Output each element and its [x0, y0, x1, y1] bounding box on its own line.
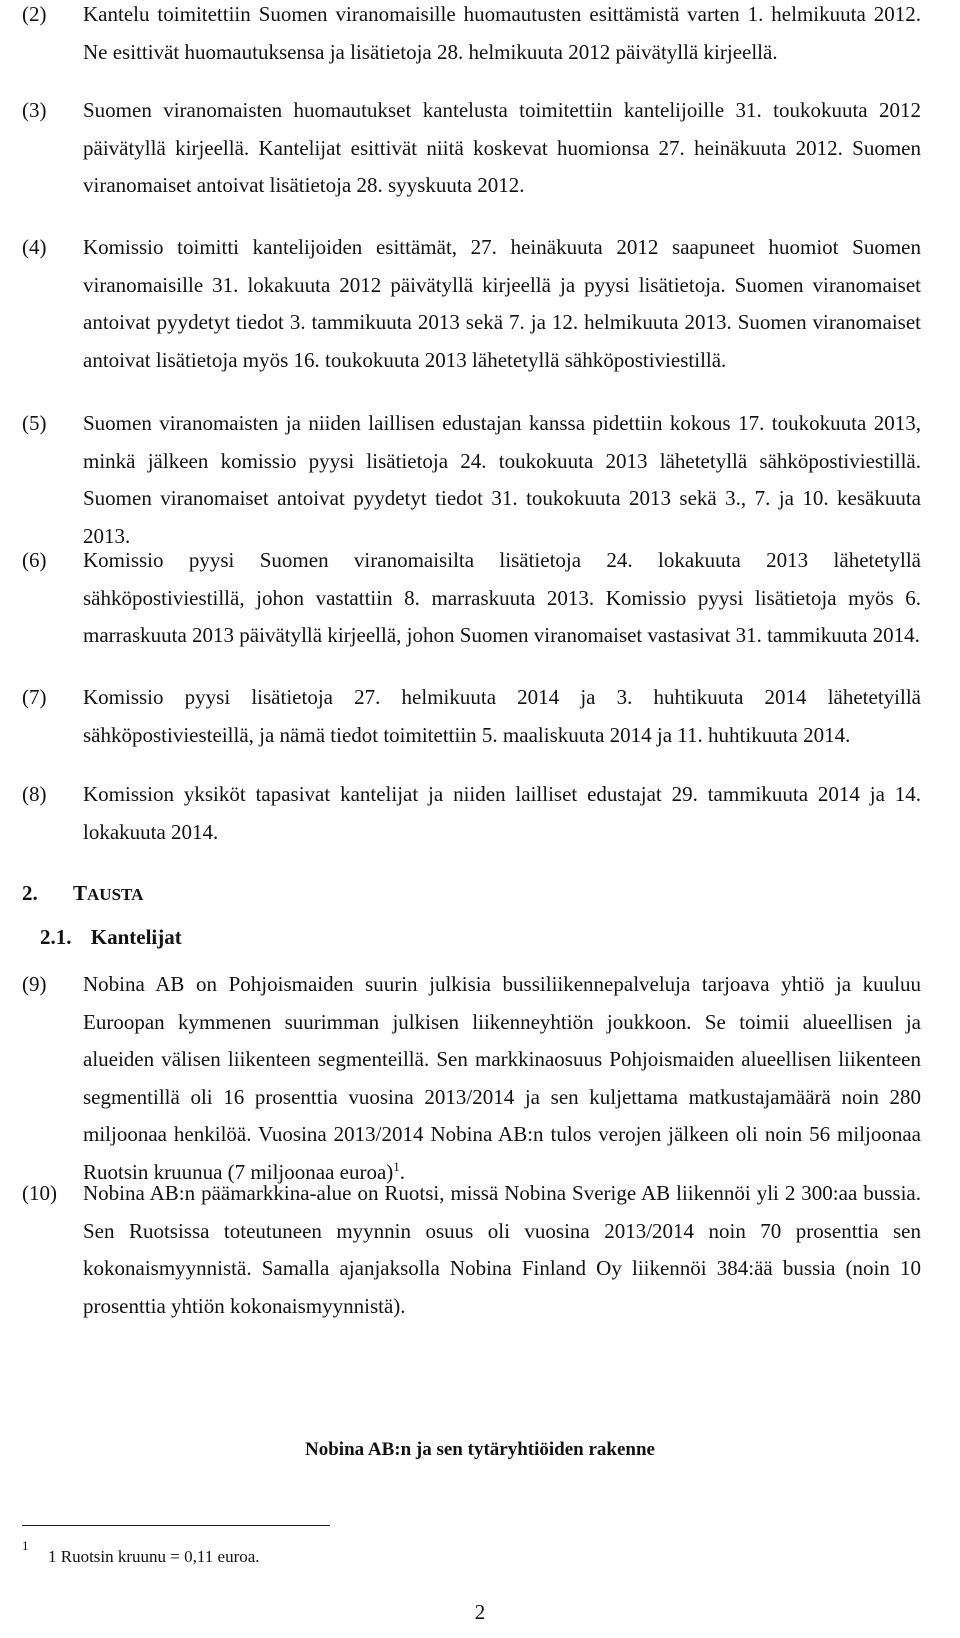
paragraph-number: (8): [22, 782, 47, 806]
paragraph-number: (10): [22, 1181, 57, 1205]
footnote-text: 1 Ruotsin kruunu = 0,11 euroa.: [48, 1547, 260, 1566]
section-heading: [22, 878, 143, 910]
paragraph-number: (5): [22, 411, 47, 435]
paragraph-text: Nobina AB:n päämarkkina-alue on Ruotsi, missä Nobina Sverige AB liikennöi yli 2 300:aa bussia. Sen Ruotsissa toteutuneen myynnin osuus oli vuosina 2013/2014 noin 70 prosenttia sen kokonaismyynnistä. Samalla ajanjaksolla Nobina Finland Oy liikennöi 384:ää bussia (noin 10 prosenttia yhtiön kokonaismyynnistä).: [83, 1181, 921, 1318]
paragraph-number: (6): [22, 548, 47, 572]
paragraph-number: (2): [22, 2, 47, 26]
figure-caption: Nobina AB:n ja sen tytäryhtiöiden rakenne: [305, 1439, 655, 1460]
paragraph-text: Komission yksiköt tapasivat kantelijat ja niiden lailliset edustajat 29. tammikuuta 2014 ja 14. lokakuuta 2014.: [83, 782, 921, 844]
subsection-title: Kantelijat: [90, 925, 182, 949]
paragraph-number: (9): [22, 972, 47, 996]
paragraph-number: (7): [22, 685, 47, 709]
section-title: TAUSTA: [73, 881, 144, 905]
footnote-marker: 1: [22, 1538, 29, 1553]
page-number: 2: [474, 1600, 486, 1624]
paragraph-text: Suomen viranomaisten huomautukset kantelusta toimitettiin kantelijoille 31. toukokuuta 2012 päivätyllä kirjeellä. Kantelijat esittivät niitä koskevat huomionsa 27. heinäkuuta 2012. Suomen viranomaiset antoivat lisätietoja 28. syyskuuta 2012.: [83, 98, 921, 197]
footnote-reference: 1: [393, 1158, 400, 1174]
paragraph-text: Kantelu toimitettiin Suomen viranomaisille huomautusten esittämistä varten 1. helmikuuta 2012. Ne esittivät huomautuksensa ja lisätietoja 28. helmikuuta 2012 päivätyllä kirjeellä.: [83, 2, 921, 64]
paragraph-number: (4): [22, 235, 47, 259]
footnote-divider: [22, 1525, 330, 1526]
subsection-heading: [40, 922, 182, 952]
paragraph-number: (3): [22, 98, 47, 122]
paragraph-text: Komissio toimitti kantelijoiden esittämät, 27. heinäkuuta 2012 saapuneet huomiot Suomen viranomaisille 31. lokakuuta 2012 päivätyllä kirjeellä ja pyysi lisätietoja. Suomen viranomaiset antoivat pyydetyt tiedot 3. tammikuuta 2013 sekä 7. ja 12. helmikuuta 2013. Suomen viranomaiset antoivat lisätietoja myös 16. toukokuuta 2013 lähetetyllä sähköpostiviestillä.: [83, 235, 921, 372]
paragraph-text: Komissio pyysi Suomen viranomaisilta lisätietoja 24. lokakuuta 2013 lähetetyllä sähköpostiviestillä, johon vastattiin 8. marraskuuta 2013. Komissio pyysi lisätietoja myös 6. marraskuuta 2013 päivätyllä kirjeellä, johon Suomen viranomaiset vastasivat 31. tammikuuta 2014.: [83, 548, 921, 647]
paragraph-text: Nobina AB on Pohjoismaiden suurin julkisia bussiliikennepalveluja tarjoava yhtiö ja kuuluu Euroopan kymmenen suurimman julkisen liikenneyhtiön joukkoon. Se toimii alueellisen ja alueiden välisen liikenteen segmenteillä. Sen markkinaosuus Pohjoismaiden alueellisen liikenteen segmentillä oli 16 prosenttia vuosina 2013/2014 ja sen kuljettama matkustajamäärä noin 280 miljoonaa henkilöä. Vuosina 2013/2014 Nobina AB:n tulos verojen jälkeen oli noin 56 miljoonaa Ruotsin kruunua (7 miljoonaa euroa)$^1$.: [83, 972, 921, 1184]
paragraph-text: Komissio pyysi lisätietoja 27. helmikuuta 2014 ja 3. huhtikuuta 2014 lähetetyillä sähköpostiviesteillä, ja nämä tiedot toimitettiin 5. maaliskuuta 2014 ja 11. huhtikuuta 2014.: [83, 685, 921, 747]
subsection-number: 2.1.: [40, 925, 72, 949]
paragraph-text: Suomen viranomaisten ja niiden laillisen edustajan kanssa pidettiin kokous 17. toukokuuta 2013, minkä jälkeen komissio pyysi lisätietoja 24. toukokuuta 2013 lähetetyllä sähköpostiviestillä. Suomen viranomaiset antoivat pyydetyt tiedot 31. toukokuuta 2013 sekä 3., 7. ja 10. kesäkuuta 2013.: [83, 411, 921, 548]
section-number: 2.: [22, 881, 38, 905]
